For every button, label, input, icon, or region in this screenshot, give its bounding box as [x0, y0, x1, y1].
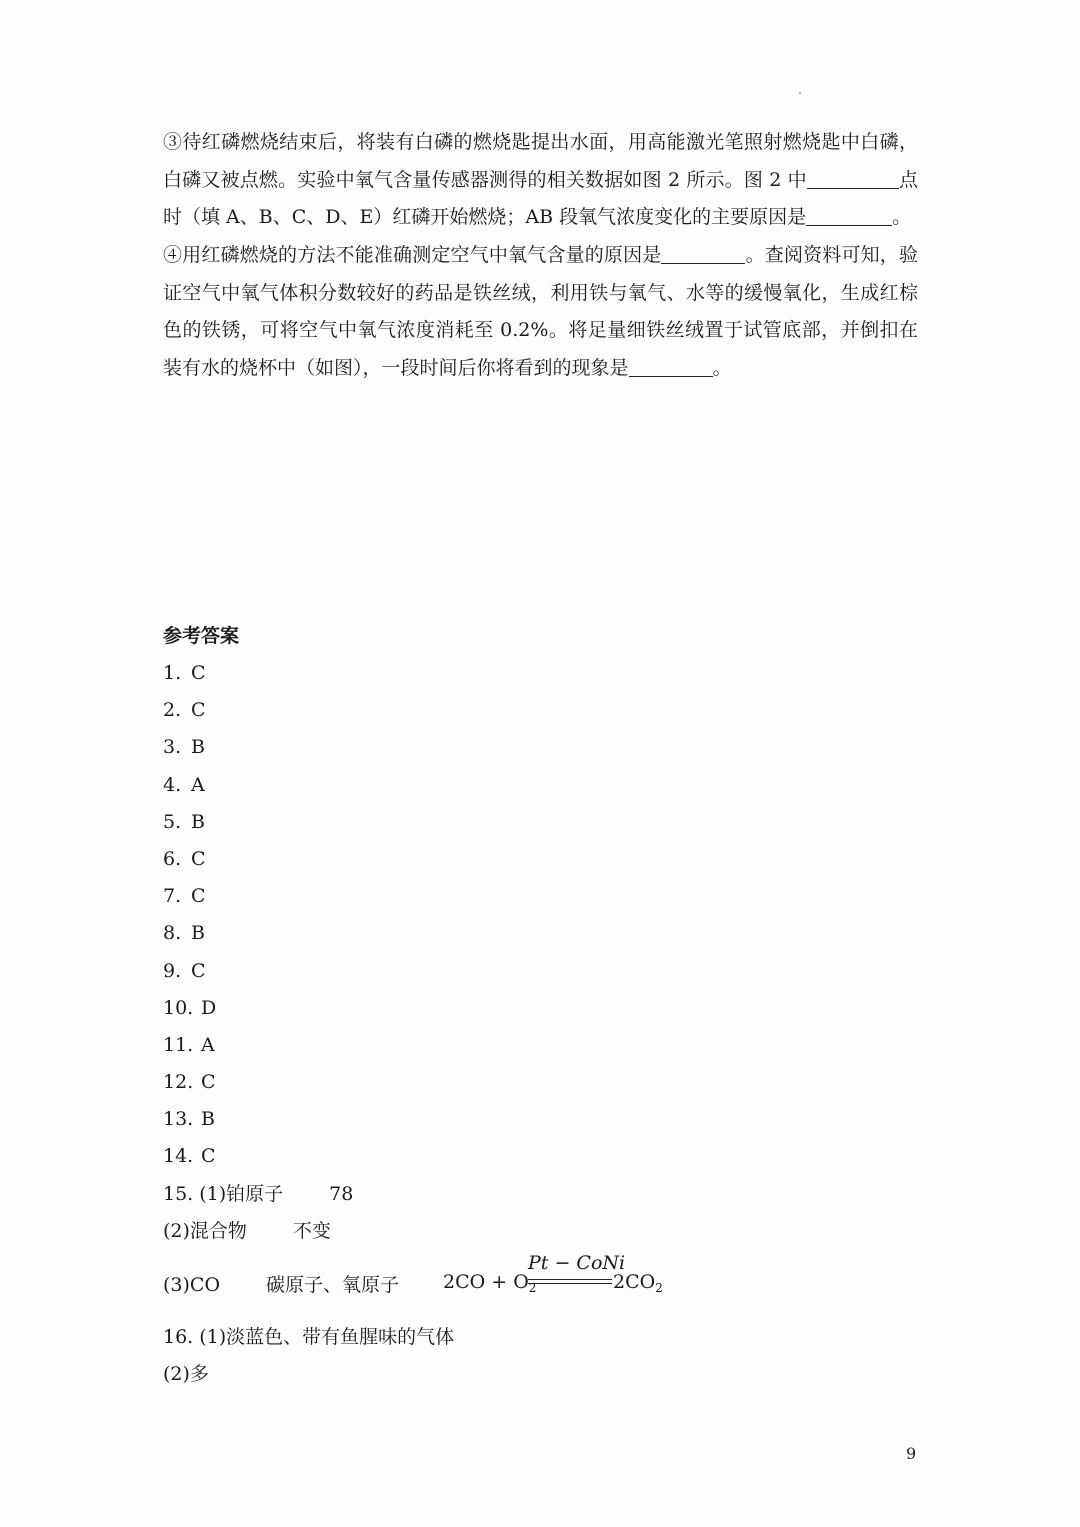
equation-products: $2CO_2$ — [613, 1271, 663, 1295]
answer-item — [163, 807, 216, 844]
answer-number: 9. — [163, 959, 182, 982]
equation-catalyst-label: Pt − CoNi — [528, 1252, 626, 1274]
answer-number: 4. — [163, 773, 182, 796]
answer-15-2-label: (2)混合物 — [163, 1220, 247, 1242]
answer-item — [163, 1067, 216, 1104]
answer-blank — [807, 169, 899, 189]
answer-number: 2. — [163, 699, 182, 722]
scan-speck — [799, 92, 801, 94]
answers-heading: 参考答案 — [163, 625, 240, 647]
answer-item — [163, 658, 216, 695]
paragraph-3-text-a: ③待红磷燃烧结束后，将装有白磷的燃烧匙提出水面，用高能激光笔照射燃烧匙中白磷，白磷又被点燃。实验中氧气含量传感器测得的相关数据如图 2 所示。图 2 中 — [163, 131, 918, 191]
answer-value: C — [191, 847, 206, 870]
answer-number: 3. — [163, 736, 182, 759]
answer-item — [163, 956, 216, 993]
answer-item — [163, 770, 216, 807]
answer-number: 8. — [163, 922, 182, 945]
question-paragraph-3 — [163, 124, 918, 237]
answer-item — [163, 993, 216, 1030]
answer-number: 7. — [163, 885, 182, 908]
answer-number: 6. — [163, 847, 182, 870]
answer-blank — [661, 244, 745, 264]
answer-number: 14. — [163, 1145, 194, 1168]
answer-15-1-label: 15. (1)铂原子 — [163, 1183, 284, 1205]
paragraph-4-text-b: 。查阅资料可知，验证空气中氧气体积分数较好的药品是铁丝绒，利用铁与氧气、水等的缓慢氧化，生成红棕色的铁锈，可将空气中氧气浓度消耗至 0.2%。将足量细铁丝绒置于试管底部，并倒扣在装有水的烧杯中（如图），一段时间后你将看到的现象是 — [163, 244, 918, 379]
answer-number: 1. — [163, 662, 182, 684]
answer-item — [163, 732, 216, 769]
equation-equals-bar — [528, 1279, 612, 1284]
answer-15-2-value: 不变 — [292, 1220, 331, 1242]
answer-value: A — [201, 1033, 215, 1056]
answer-value: C — [191, 662, 206, 684]
answer-15-line-1 — [163, 1179, 353, 1209]
answer-number: 13. — [163, 1108, 194, 1131]
answer-blank — [629, 357, 713, 377]
answer-item — [163, 918, 216, 955]
paragraph-4-text-c: 。 — [712, 356, 732, 379]
answer-15-1-value: 78 — [329, 1183, 354, 1205]
answer-item — [163, 881, 216, 918]
answer-15-line-3 — [163, 1270, 399, 1300]
answer-item — [163, 695, 216, 732]
question-paragraph-4 — [163, 237, 918, 387]
answer-item — [163, 1030, 216, 1067]
answer-value: C — [191, 885, 206, 908]
answer-blank — [806, 206, 892, 226]
equation-reactants: $2CO + O_2$ — [443, 1271, 537, 1295]
answer-item — [163, 844, 216, 881]
answer-16-line-2: (2)多 — [163, 1363, 209, 1385]
answer-number: 11. — [163, 1033, 194, 1056]
answer-15-3-value: 碳原子、氧原子 — [266, 1274, 400, 1296]
answer-value: D — [201, 996, 217, 1019]
answer-list — [163, 658, 216, 1179]
answer-value: B — [201, 1108, 215, 1131]
answer-value: B — [191, 922, 205, 945]
answer-number: 10. — [163, 996, 194, 1019]
answer-16-line-1: 16. (1)淡蓝色、带有鱼腥味的气体 — [163, 1326, 455, 1348]
answer-value: B — [191, 810, 205, 833]
answer-value: C — [191, 699, 206, 722]
answer-item — [163, 1104, 216, 1141]
answer-number: 12. — [163, 1071, 194, 1094]
paragraph-3-text-c: 。 — [892, 206, 912, 228]
answer-value: C — [201, 1071, 216, 1094]
answer-number: 5. — [163, 810, 182, 833]
answer-value: A — [191, 773, 205, 796]
answer-item — [163, 1141, 216, 1178]
paragraph-3-text-b: 点时（填 A、B、C、D、E）红磷开始燃烧；AB 段氧气浓度变化的主要原因是 — [163, 168, 918, 228]
page-number: 9 — [906, 1444, 917, 1463]
answer-value: C — [191, 959, 206, 982]
paragraph-4-text-a: ④用红磷燃烧的方法不能准确测定空气中氧气含量的原因是 — [163, 244, 662, 266]
answer-15-line-2 — [163, 1216, 331, 1246]
answer-value: B — [191, 736, 205, 759]
answer-value: C — [201, 1145, 216, 1168]
answer-15-3-label: (3)CO — [163, 1274, 221, 1296]
